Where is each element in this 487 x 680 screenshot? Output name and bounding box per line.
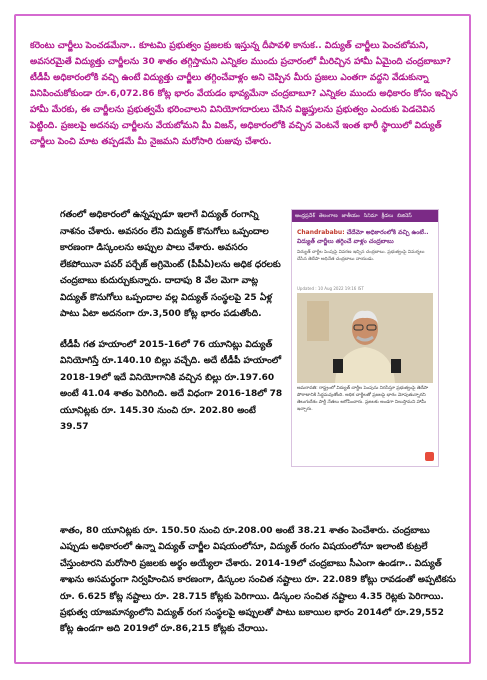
news-clipping: [291, 209, 439, 467]
news-nav-item: జాతీయం: [341, 213, 360, 219]
body-paragraph-continued: శాతం, 80 యూనిట్లకు రూ. 150.50 నుంచి రూ.208.00 అంటే 38.21 శాతం పెంచేశారు. చంద్రబాబు ఎప్పుడు అధికారంలో ఉన్నా విద్యుత్ చార్జీల విషయంలోనూ, విద్యుత్ రంగం విషయంలోనూ ఇలాంటి కుట్రలే చేస్తుంటారని మరోసారి ప్రజలకు అర్థం అయ్యేలా చేశారు. 2014-19లో చంద్రబాబు సీఎంగా ఉండగా.. విద్యుత్ శాఖను అసమర్థంగా నిర్వహించిన కారణంగా, డిస్కంల సంచిత నష్టాలు రూ. 22.089 కోట్లు రావడంతో అప్పటికను రూ. 6.625 కోట్ల నష్టాలు రూ. 28.715 కోట్లకు పెరిగాయి. డిస్కంల సంచిత నష్టాలు 4.35 రెట్లకు పెరిగాయి. ప్రభుత్వ యాజమాన్యంలోని విద్యుత్ రంగ సంస్థలపై అప్పులతో పాటు బకాయిల భారం 2014లో రూ.29,552 కోట్ల ఉండగా అది 2019లో రూ.86,215 కోట్లకు చేరాయి.: [60, 526, 456, 635]
body-paragraph-2: టీడీపీ గత హయాంలో 2015-16లో 76 యూనిట్లు విద్యుత్ వినియోగిస్తే రూ.140.10 బిల్లు వచ్చేది. అదే టీడీపీ హయాంలో 2018-19లో ఇదే వినియోగానికి వచ్చిన బిల్లు రూ.197.60 అంటే 41.04 శాతం పెరిగింది. అదే విధంగా 2016-18లో 78 యూనిట్లకు రూ. 145.30 నుంచి రూ. 202.80 అంటే 39.57: [60, 339, 283, 432]
body-paragraph-1: గతంలో అధికారంలో ఉన్నప్పుడూ ఇలాగే విద్యుత్ రంగాన్ని నాశనం చేశారు. అవసరం లేని విద్యుత్ కొనుగోలు ఒప్పందాల కారణంగా డిస్కంలను అప్పుల పాలు చేశారు. అవసరం లేకపోయినా పవర్ పర్చేజ్ అగ్రిమెంట్ (పీపీఏ)లను అధిక ధరలకు చంద్రబాబు కుదుర్చుకున్నారు. దాదాపు 8 వేల మెగా వాట్ల విద్యుత్ కొనుగోలు ఒప్పందాల వల్ల విద్యుత్ సంస్థలపై 25 ఏళ్ల పాటు ఏటా అదనంగా రూ.3,500 కోట్ల భారం పడుతోంది.: [60, 210, 281, 319]
news-updated: Updated : 10 Aug 2022 19:16 IST: [297, 286, 364, 291]
news-headline: [297, 228, 433, 246]
news-nav-item: బిజినెస్: [397, 213, 412, 219]
news-nav-item: సినిమా: [363, 213, 378, 219]
news-nav-item: క్రీడలు: [381, 213, 394, 219]
news-nav-bar: [292, 210, 438, 222]
news-headline-text: చేదేమో అధికారంలోకి వచ్చి ఉంటే.. విద్యుత్ చార్జీలు తగ్గించే వాళ్లం చంద్రబాబు: [297, 229, 429, 245]
body-column: [60, 207, 285, 450]
news-nav-item: ఆంధ్రప్రదేశ్: [295, 213, 315, 219]
news-photo: [297, 293, 433, 383]
news-headline-tag: Chandrababu:: [297, 229, 345, 236]
intro-paragraph: కరెంటు చార్జీలు పెంచడమేనా.. కూటమి ప్రభుత్వం ప్రజలకు ఇస్తున్న దీపావళి కానుక.. విద్యుత్ చార్జీలు పెంచబోమని, అవసరమైతే విద్యుత్తు చార్జీలను 30 శాతం తగ్గిస్తామని ఎన్నికల ముందు ప్రచారంలో మీరిచ్చిన హామీ ఏమైంది చంద్రబాబూ? టీడీపీ అధికారంలోకి వచ్చి ఉంటే విద్యుత్తు చార్జీలు తగ్గించేవాళ్లం అని చెప్పిన మీరు ప్రజలు ఎంతగా వద్దని వేడుకున్నా వినిపించుకోకుండా రూ.6,072.86 కోట్ల భారం వేయడం భావ్యమేనా చంద్రబాబూ? ఎన్నికల ముందు అధికారం కోసం ఇచ్చిన హామీ మేరకు, ఈ చార్జీలను ప్రభుత్వమే భరించాలని వినియోగదారులు చేసిన విజ్ఞప్తులను ప్రభుత్వం ఎందుకు పెడచెవిన పెట్టింది. ప్రజలపై అదనపు చార్జీలను వేయబోమని మీ విజన్, అధికారంలోకి వచ్చిన వెంటనే ఇంత భారీ స్థాయిలో విద్యుత్ చార్జీలు పెంచి మాట తప్పడమే మీ నైజమని మరోసారి రుజువు చేశారు.: [30, 41, 458, 147]
news-summary: విద్యుత్ చార్జీల పెంపుపై వివరణ ఇచ్చిన చంద్రబాబు. ప్రభుత్వంపై విమర్శలు చేసిన తెదేపా అధినేత చంద్రబాబు నాయుడు.: [297, 250, 425, 262]
pin-icon: [425, 452, 434, 461]
news-nav-item: తెలంగాణ: [318, 213, 338, 219]
news-caption: అమరావతి: రాష్ట్రంలో విద్యుత్ చార్జీల పెంపును నిరసిస్తూ ప్రభుత్వంపై తెదేపా పోరాటానికి సిద్ధమవుతోంది. అధిక చార్జీలతో ప్రజలపై భారం మోపుతున్నారని తెలుగుదేశం పార్టీ నేతలు ఆరోపించారు. ప్రజలకు అండగా నిలుస్తామని హామీ ఇచ్చారు.: [297, 386, 429, 412]
person-portrait-icon: [297, 293, 433, 383]
